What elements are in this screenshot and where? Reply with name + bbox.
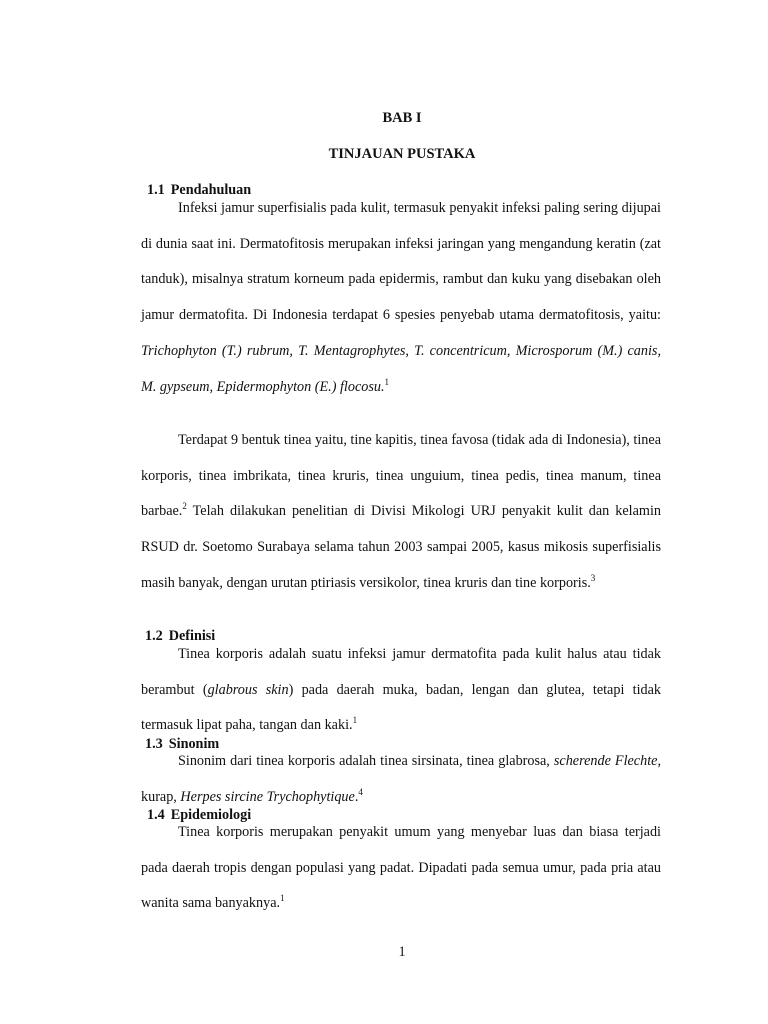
section-number: 1.4 — [147, 807, 165, 823]
section-title: Sinonim — [168, 736, 220, 752]
section-title: Epidemiologi — [170, 807, 252, 823]
paragraph-text: Tinea korporis merupakan penyakit umum yang menyebar luas dan biasa terjadi pada daerah tropis dengan populasi yang padat. Dipadati pada semua umur, pada pria atau wanita sama banyaknya. — [141, 824, 661, 912]
paragraph-text: Telah dilakukan penelitian di Divisi Mikologi URJ penyakit kulit dan kelamin RSUD dr. Soetomo Surabaya selama tahun 2003 sampai 2005, kasus mikosis superfisialis masih banyak, dengan urutan ptiriasis versikolor, tinea kruris dan tine korporis. — [141, 503, 661, 591]
citation-ref: 1 — [352, 715, 358, 726]
paragraph-text: , kurap, — [141, 753, 661, 805]
species-list: Trichophyton (T.) rubrum, T. Mentagrophytes, T. concentricum, Microsporum (M.) canis, M. gypseum, Epidermophyton (E.) flocosu. — [141, 342, 661, 395]
paragraph-pendahuluan-2 — [141, 423, 661, 602]
paragraph-definisi — [141, 637, 661, 744]
paragraph-text: Terdapat 9 bentuk tinea yaitu, tine kapitis, tinea favosa (tidak ada di Indonesia), tinea korporis, tinea imbrikata, tinea kruris, tinea unguium, tinea pedis, tinea manum, tinea barbae. — [141, 432, 661, 520]
chapter-label: BAB I — [382, 110, 422, 126]
citation-ref: 1 — [384, 376, 390, 387]
paragraph-text: Tinea korporis adalah suatu infeksi jamur dermatofita pada kulit halus atau tidak berambut ( — [141, 646, 661, 698]
paragraph-sinonim — [141, 744, 661, 815]
paragraph-text: ) pada daerah muka, badan, lengan dan glutea, tetapi tidak termasuk lipat paha, tangan dan kaki. — [141, 681, 661, 734]
term-glabrous-skin: glabrous skin — [207, 681, 289, 698]
citation-ref: 2 — [182, 501, 187, 512]
paragraph-text: . — [354, 788, 359, 805]
paragraph-pendahuluan-1 — [141, 191, 661, 405]
term-herpes-sircine: Herpes sircine Trychophytique — [180, 788, 355, 805]
chapter-title: TINJAUAN PUSTAKA — [328, 146, 476, 162]
section-number: 1.1 — [147, 182, 165, 198]
citation-ref: 4 — [358, 786, 363, 797]
term-scherende-flechte: scherende Flechte — [553, 753, 658, 769]
paragraph-text: Sinonim dari tinea korporis adalah tinea sirsinata, tinea glabrosa, — [178, 753, 554, 769]
citation-ref: 3 — [590, 572, 596, 583]
section-title: Pendahuluan — [170, 182, 252, 198]
citation-ref: 1 — [280, 893, 285, 904]
section-number: 1.2 — [145, 628, 163, 644]
section-title: Definisi — [168, 628, 216, 644]
section-number: 1.3 — [145, 736, 163, 752]
paragraph-epidemiologi — [141, 815, 661, 922]
page-number: 1 — [398, 944, 406, 960]
paragraph-text: Infeksi jamur superfisialis pada kulit, termasuk penyakit infeksi paling sering dijupai di dunia saat ini. Dermatofitosis merupakan infeksi jaringan yang mengandung keratin (zat tanduk), misalnya stratum korneum pada epidermis, rambut dan kuku yang disebakan oleh jamur dermatofita. Di Indonesia terdapat 6 spesies penyebab utama dermatofitosis, yaitu: — [141, 200, 661, 324]
